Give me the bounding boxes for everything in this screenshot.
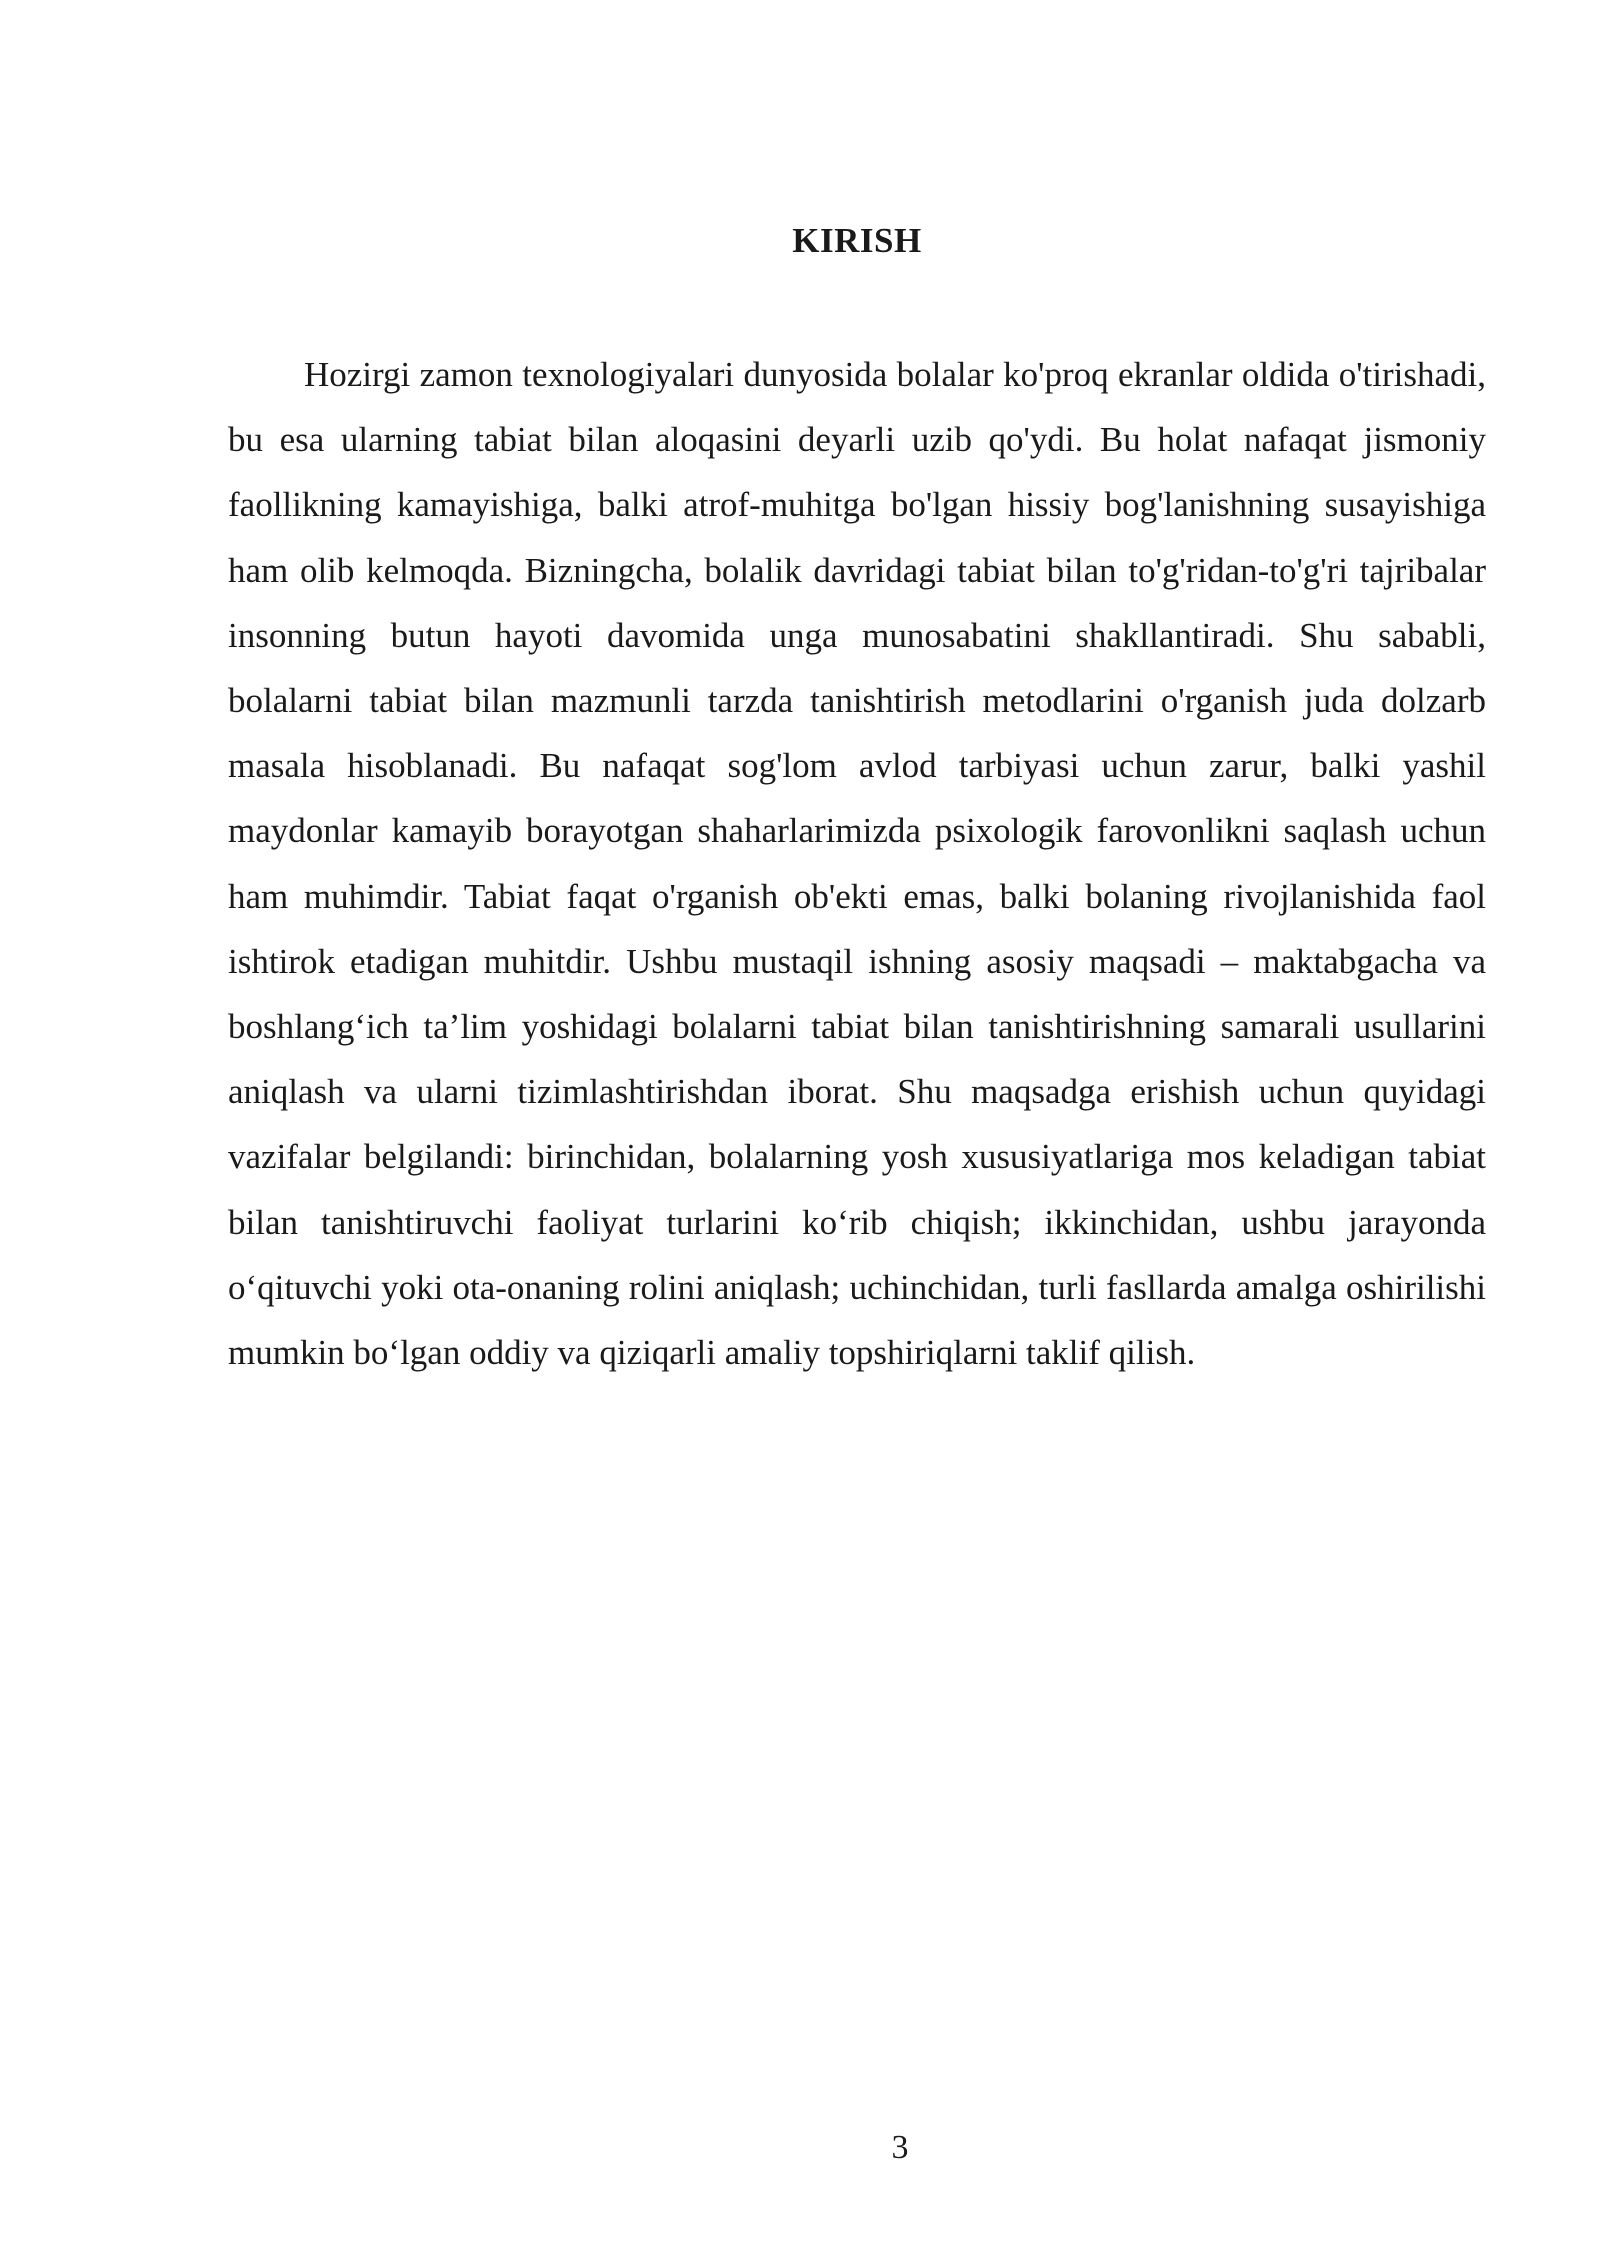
page-number: 3 bbox=[891, 2129, 909, 2166]
heading-container bbox=[228, 218, 1486, 263]
body-paragraph: Hozirgi zamon texnologiyalari dunyosida bolalar ko'proq ekranlar oldida o'tirishadi, bu esa ularning tabiat bilan aloqasini deyarli uzib qo'ydi. Bu holat nafaqat jismoniy faollikning kamayishiga, balki atrof-muhitga bo'lgan hissiy bog'lanishning susayishiga ham olib kelmoqda. Bizningcha, bolalik davridagi tabiat bilan to'g'ridan-to'g'ri tajribalar insonning butun hayoti davomida unga munosabatini shakllantiradi. Shu sababli, bolalarni tabiat bilan mazmunli tarzda tanishtirish metodlarini o'rganish juda dolzarb masala hisoblanadi. Bu nafaqat sog'lom avlod tarbiyasi uchun zarur, balki yashil maydonlar kamayib borayotgan shaharlarimizda psixologik farovonlikni saqlash uchun ham muhimdir. Tabiat faqat o'rganish ob'ekti emas, balki bolaning rivojlanishida faol ishtirok etadigan muhitdir. Ushbu mustaqil ishning asosiy maqsadi – maktabgacha va boshlang‘ich ta’lim yoshidagi bolalarni tabiat bilan tanishtirishning samarali usullarini aniqlash va ularni tizimlashtirishdan iborat. Shu maqsadga erishish uchun quyidagi vazifalar belgilandi: birinchidan, bolalarning yosh xususiyatlariga mos keladigan tabiat bilan tanishtiruvchi faoliyat turlarini ko‘rib chiqish; ikkinchidan, ushbu jarayonda o‘qituvchi yoki ota-onaning rolini aniqlash; uchinchidan, turli fasllarda amalga oshirilishi mumkin bo‘lgan oddiy va qiziqarli amaliy topshiriqlarni taklif qilish. bbox=[228, 355, 1486, 1373]
page-title: KIRISH bbox=[792, 221, 922, 260]
